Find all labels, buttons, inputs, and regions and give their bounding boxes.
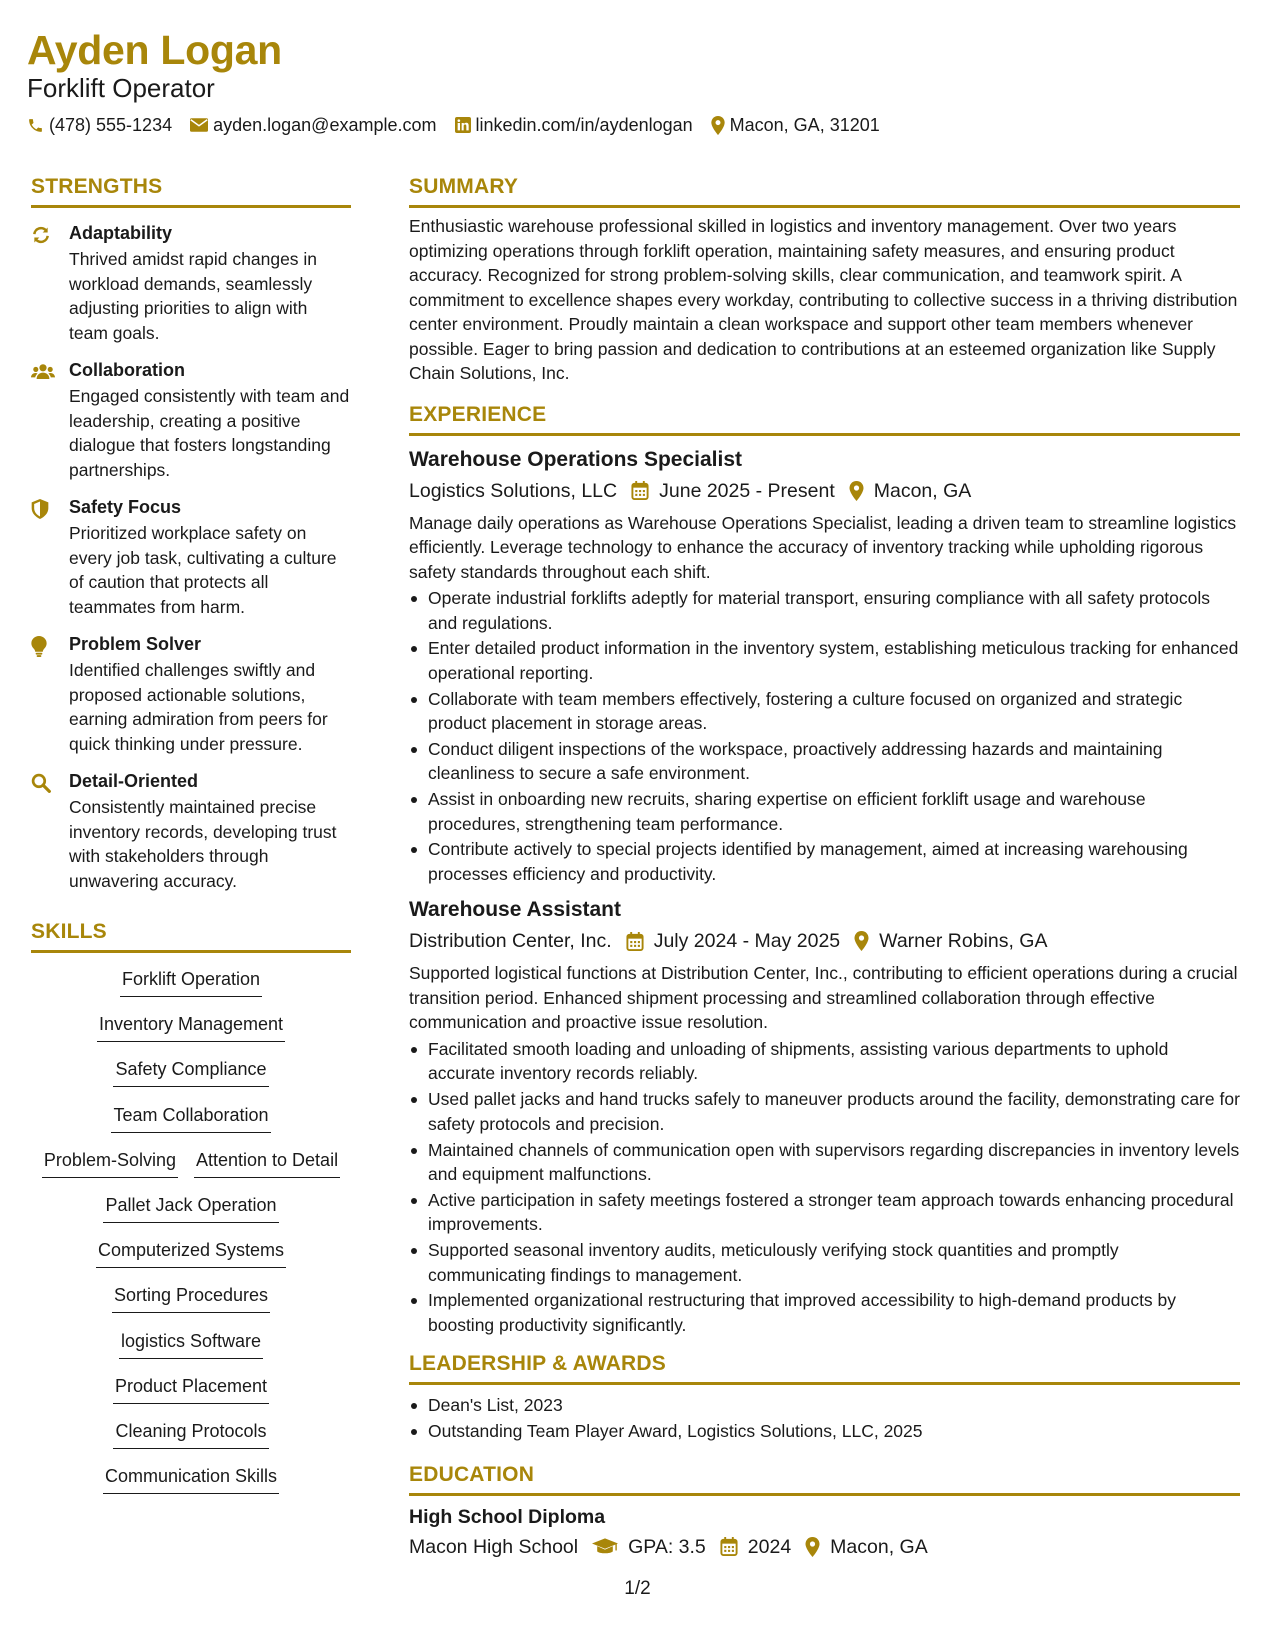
sync-icon	[31, 225, 51, 245]
strength-title: Collaboration	[69, 360, 185, 380]
list-item: Contribute actively to special projects identified by management, aimed at increasing warehousing processes efficiency and productivity.	[409, 837, 1240, 886]
job-dates: June 2025 - Present	[659, 479, 835, 502]
skill-tag: Safety Compliance	[113, 1057, 268, 1087]
contact-bar	[27, 114, 1247, 136]
education-meta	[409, 1533, 1240, 1561]
list-item: Outstanding Team Player Award, Logistics Solutions, LLC, 2025	[409, 1419, 1240, 1444]
skill-tag: Inventory Management	[97, 1012, 285, 1042]
linkedin-icon	[455, 117, 471, 133]
contact-email[interactable]	[190, 114, 436, 136]
map-pin-icon	[849, 481, 864, 501]
summary-text: Enthusiastic warehouse professional skilled in logistics and inventory management. Over two years optimizing operations through forklift operation, maintaining safety measures, and ensuring product accuracy. Recognized for strong problem-solving skills, clear communication, and teamwork spirit. A commitment to excellence shapes every workday, contributing to collective success in a thriving distribution center environment. Proudly maintain a clean workspace and support other team members whenever possible. Eager to bring passion and dedication to contributions at an esteemed organization like Supply Chain Solutions, Inc.	[409, 216, 1238, 383]
awards-list	[409, 1393, 1240, 1443]
strength-title: Safety Focus	[69, 497, 182, 517]
skill-tag: Sorting Procedures	[112, 1283, 270, 1313]
list-item: Operate industrial forklifts adeptly for material transport, ensuring compliance with all safety protocols and regulations.	[409, 586, 1240, 635]
map-pin-icon	[805, 1537, 820, 1557]
skills-list	[31, 967, 351, 1509]
list-item: Dean's List, 2023	[409, 1393, 1240, 1418]
contact-linkedin[interactable]	[455, 114, 693, 136]
job-description: Manage daily operations as Warehouse Operations Specialist, leading a driven team to streamline logistics efficiently. Leverage technology to enhance the accuracy of inventory tracking while upholding rigorous safety standards throughout each shift.	[409, 512, 1237, 582]
job-bullets	[409, 1037, 1240, 1337]
strength-desc: Consistently maintained precise inventory records, developing trust with stakeholders through unwavering accuracy.	[69, 797, 337, 891]
calendar-icon	[720, 1537, 738, 1556]
job-bullets	[409, 586, 1240, 886]
map-pin-icon	[711, 116, 725, 135]
search-icon	[31, 773, 51, 793]
skills-heading: SKILLS	[31, 920, 107, 943]
list-item: Enter detailed product information in the inventory system, establishing meticulous tracking for enhanced operational reporting.	[409, 636, 1240, 685]
right-column	[409, 172, 1240, 1561]
strength-item	[31, 770, 351, 893]
left-column	[31, 172, 351, 1509]
job-description: Supported logistical functions at Distribution Center, Inc., contributing to efficient operations during a crucial transition period. Enhanced shipment processing and streamlined collaboration through effective communication and proactive issue resolution.	[409, 963, 1238, 1033]
education-school: Macon High School	[409, 1535, 579, 1558]
section-divider	[31, 205, 351, 208]
job-location: Macon, GA	[873, 479, 972, 502]
phone-icon	[27, 117, 44, 134]
skill-tag: Computerized Systems	[96, 1238, 286, 1268]
education-year: 2024	[747, 1535, 792, 1558]
skill-tag: Communication Skills	[103, 1464, 279, 1494]
section-divider	[409, 1382, 1240, 1385]
graduation-cap-icon	[592, 1538, 618, 1556]
contact-location	[711, 114, 880, 136]
list-item: Supported seasonal inventory audits, meticulously verifying stock quantities and promptly communicating findings to management.	[409, 1238, 1240, 1287]
skill-tag: Team Collaboration	[111, 1103, 270, 1133]
job-entry	[409, 896, 1240, 1337]
contact-phone	[27, 114, 172, 136]
list-item: Assist in onboarding new recruits, sharing expertise on efficient forklift usage and warehouse procedures, strengthening team performance.	[409, 787, 1240, 836]
job-company: Logistics Solutions, LLC	[409, 479, 618, 502]
experience-heading: EXPERIENCE	[409, 402, 547, 426]
location-text: Macon, GA, 31201	[729, 115, 880, 135]
job-title: Warehouse Operations Specialist	[409, 447, 742, 471]
list-item: Conduct diligent inspections of the workspace, proactively addressing hazards and maintaining cleanliness to secure a safe environment.	[409, 737, 1240, 786]
phone-text: (478) 555-1234	[49, 115, 173, 135]
list-item: Collaborate with team members effectively, fostering a culture focused on organized and strategic product placement in storage areas.	[409, 687, 1240, 736]
job-entry	[409, 446, 1240, 887]
strength-desc: Thrived amidst rapid changes in workload demands, seamlessly adjusting priorities to align with team goals.	[69, 249, 318, 343]
job-meta	[409, 477, 1240, 505]
list-item: Facilitated smooth loading and unloading of shipments, assisting various departments to uphold accurate inventory records reliably.	[409, 1037, 1240, 1086]
list-item: Used pallet jacks and hand trucks safely to maneuver products around the facility, demonstrating care for safety protocols and precision.	[409, 1087, 1240, 1136]
strength-desc: Identified challenges swiftly and proposed actionable solutions, earning admiration from peers for quick thinking under pressure.	[69, 660, 328, 754]
education-gpa: GPA: 3.5	[628, 1535, 706, 1558]
calendar-icon	[631, 481, 649, 500]
list-item: Maintained channels of communication open with supervisors regarding discrepancies in inventory levels and equipment malfunctions.	[409, 1138, 1240, 1187]
strength-title: Detail-Oriented	[69, 771, 199, 791]
strength-item	[31, 633, 351, 756]
strength-title: Problem Solver	[69, 634, 202, 654]
skill-tag: Pallet Jack Operation	[103, 1193, 278, 1223]
strength-title: Adaptability	[69, 223, 173, 243]
lightbulb-icon	[31, 636, 47, 657]
section-divider	[31, 950, 351, 953]
email-text[interactable]: ayden.logan@example.com	[213, 115, 437, 135]
skill-tag: Problem-Solving	[42, 1148, 178, 1178]
list-item: Active participation in safety meetings fostered a stronger team approach towards enhancing procedural improvements.	[409, 1188, 1240, 1237]
education-degree: High School Diploma	[409, 1505, 606, 1528]
skill-tag: Attention to Detail	[194, 1148, 340, 1178]
strength-desc: Engaged consistently with team and leadership, creating a positive dialogue that fosters longstanding partnerships.	[69, 386, 350, 480]
skill-tag: logistics Software	[119, 1329, 263, 1359]
calendar-icon	[626, 932, 644, 951]
map-pin-icon	[854, 931, 869, 951]
education-location: Macon, GA	[830, 1535, 928, 1558]
shield-icon	[31, 499, 49, 519]
linkedin-text[interactable]: linkedin.com/in/aydenlogan	[475, 115, 693, 135]
job-title: Warehouse Assistant	[409, 898, 621, 922]
resume-header	[27, 24, 1247, 136]
job-company: Distribution Center, Inc.	[409, 930, 612, 953]
job-dates: July 2024 - May 2025	[653, 930, 841, 953]
section-divider	[409, 433, 1240, 436]
page-number: 1/2	[624, 1578, 651, 1599]
skill-tag: Forklift Operation	[120, 967, 262, 997]
education-heading: EDUCATION	[409, 1462, 535, 1486]
section-divider	[409, 1493, 1240, 1496]
users-icon	[31, 362, 55, 380]
skill-tag: Cleaning Protocols	[113, 1419, 268, 1449]
job-meta	[409, 927, 1240, 955]
envelope-icon	[190, 118, 208, 132]
strength-item	[31, 496, 351, 619]
list-item: Implemented organizational restructuring that improved accessibility to high-demand products by boosting productivity significantly.	[409, 1288, 1240, 1337]
candidate-name: Ayden Logan	[27, 27, 282, 73]
strength-item	[31, 359, 351, 482]
skill-tag: Product Placement	[113, 1374, 269, 1404]
job-location: Warner Robins, GA	[879, 930, 1048, 953]
strength-item	[31, 222, 351, 345]
section-divider	[409, 205, 1240, 208]
awards-heading: LEADERSHIP & AWARDS	[409, 1352, 666, 1376]
candidate-role: Forklift Operator	[27, 73, 215, 103]
summary-heading: SUMMARY	[409, 175, 519, 198]
strengths-heading: STRENGTHS	[31, 175, 163, 198]
strength-desc: Prioritized workplace safety on every job task, cultivating a culture of caution that protects all teammates from harm.	[69, 523, 337, 617]
